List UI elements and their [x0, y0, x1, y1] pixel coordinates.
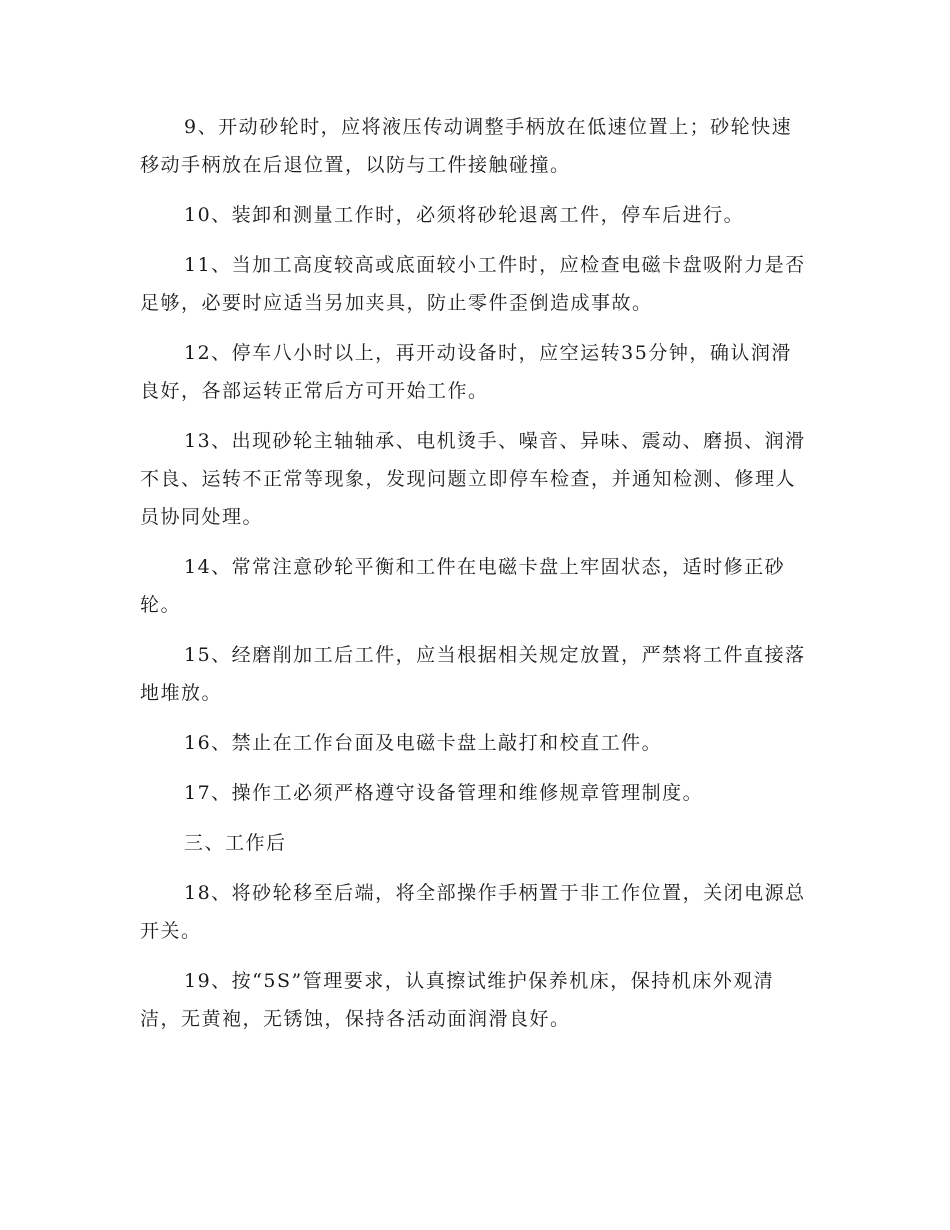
document-body — [140, 108, 810, 1050]
paragraph-item-10: 10、装卸和测量工作时，必须将砂轮退离工件，停车后进行。 — [184, 204, 745, 226]
paragraph-item-12: 12、停车八小时以上，再开动设备时，应空运转35分钟，确认润滑良好，各部运转正常后方可开始工作。 — [140, 342, 792, 402]
section-heading-after-work: 三、工作后 — [184, 832, 287, 854]
paragraph-item-18: 18、将砂轮移至后端，将全部操作手柄置于非工作位置，关闭电源总开关。 — [140, 882, 806, 942]
paragraph-item-17: 17、操作工必须严格遵守设备管理和维修规章管理制度。 — [184, 782, 704, 804]
paragraph-item-13: 13、出现砂轮主轴轴承、电机烫手、噪音、异味、震动、磨损、润滑不良、运转不正常等现象，发现问题立即停车检查，并通知检测、修理人员协同处理。 — [140, 430, 806, 528]
paragraph-item-19: 19、按“5S”管理要求，认真擦试维护保养机床，保持机床外观清洁，无黄袍，无锈蚀，保持各活动面润滑良好。 — [140, 970, 775, 1030]
paragraph-item-16: 16、禁止在工作台面及电磁卡盘上敲打和校直工件。 — [184, 732, 663, 754]
paragraph-item-14: 14、常常注意砂轮平衡和工件在电磁卡盘上牢固状态，适时修正砂轮。 — [140, 556, 786, 616]
paragraph-item-11: 11、当加工高度较高或底面较小工件时，应检查电磁卡盘吸附力是否足够，必要时应适当另加夹具，防止零件歪倒造成事故。 — [140, 254, 806, 314]
paragraph-item-9: 9、开动砂轮时，应将液压传动调整手柄放在低速位置上；砂轮快速移动手柄放在后退位置，以防与工件接触碰撞。 — [140, 116, 793, 176]
paragraph-item-15: 15、经磨削加工后工件，应当根据相关规定放置，严禁将工件直接落地堆放。 — [140, 644, 806, 704]
